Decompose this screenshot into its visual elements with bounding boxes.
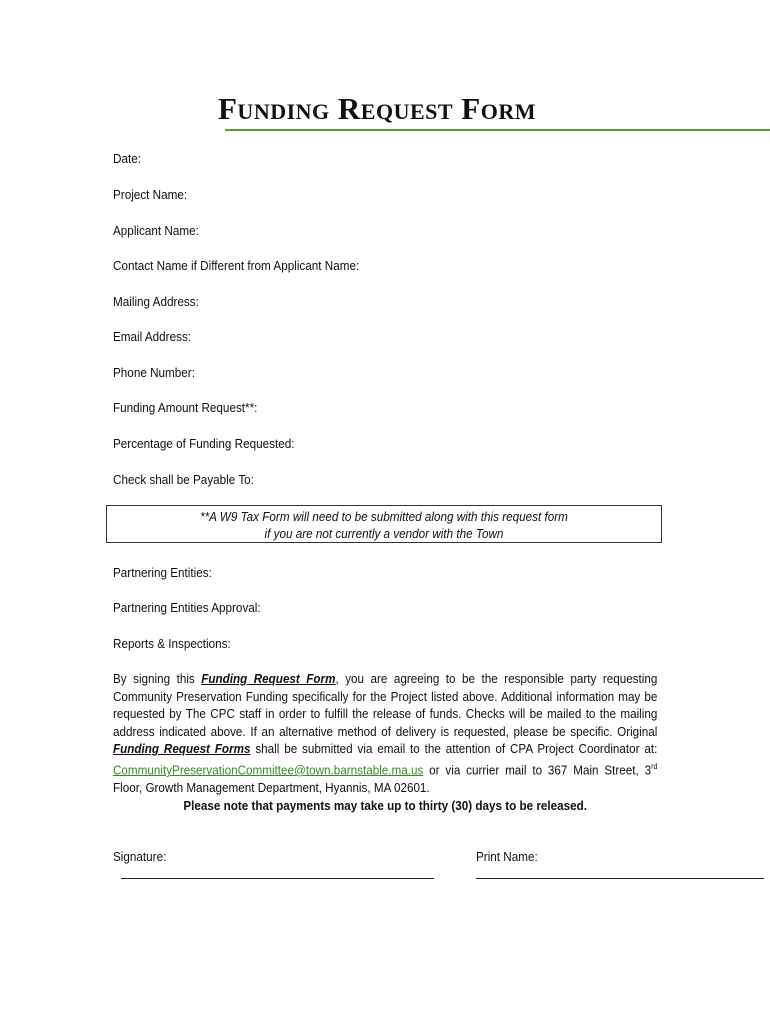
project-name-field-label: Project Name: (113, 187, 188, 202)
coordinator-email-link[interactable]: CommunityPreservationCommittee@town.barnstable.ma.us (113, 762, 424, 778)
partnering-entities-field-label: Partnering Entities: (113, 565, 212, 580)
mailing-address-field-label: Mailing Address: (113, 294, 199, 309)
w9-notice-line-2: if you are not currently a vendor with the Town (264, 526, 504, 541)
w9-notice-line-1: **A W9 Tax Form will need to be submitted along with this request form (200, 509, 568, 524)
signature-line[interactable] (121, 878, 434, 879)
payable-to-field-label: Check shall be Payable To: (113, 472, 254, 487)
applicant-name-field-label: Applicant Name: (113, 223, 199, 238)
payment-timing-note: Please note that payments may take up to thirty (30) days to be released. (183, 797, 587, 813)
email-address-field-label: Email Address: (113, 329, 192, 344)
funding-amount-field-label: Funding Amount Request**: (113, 400, 258, 415)
phone-number-field-label: Phone Number: (113, 365, 195, 380)
agreement-paragraph: By signing this Funding Request Form, you are agreeing to be the responsible party requesting Community Preservation Funding specifically for the Project listed above. Additional information may be requested by The CPC staff in order to fulfill the release of funds. Checks will be mailed to the mailing address indicated above. If an alternative method of delivery is requested, please be specific. Original Funding Request Forms shall be submitted via email to the attention of CPA Project Coordinator at: CommunityPreservationCommittee@town.barnstable.ma.us or via currier mail to 367 Main Street, 3rd Floor, Growth Management Department, Hyannis, MA 02601. Please note that payments may take up to thirty (30) days to be released. (113, 671, 658, 813)
funding-percentage-field-label: Percentage of Funding Requested: (113, 436, 295, 451)
form-name-emphasis: Funding Request Form (201, 671, 336, 686)
date-field-label: Date: (113, 151, 141, 166)
forms-name-emphasis: Funding Request Forms (113, 741, 251, 757)
partnering-approval-field-label: Partnering Entities Approval: (113, 600, 261, 615)
print-name-line[interactable] (476, 878, 764, 879)
contact-name-field-label: Contact Name if Different from Applicant Name: (113, 258, 360, 273)
w9-notice-box (106, 505, 662, 543)
print-name-label: Print Name: (476, 849, 538, 864)
reports-inspections-field-label: Reports & Inspections: (113, 636, 231, 651)
signature-label: Signature: (113, 849, 167, 864)
form-title: Funding Request Form (218, 91, 537, 126)
title-underline (225, 129, 770, 131)
